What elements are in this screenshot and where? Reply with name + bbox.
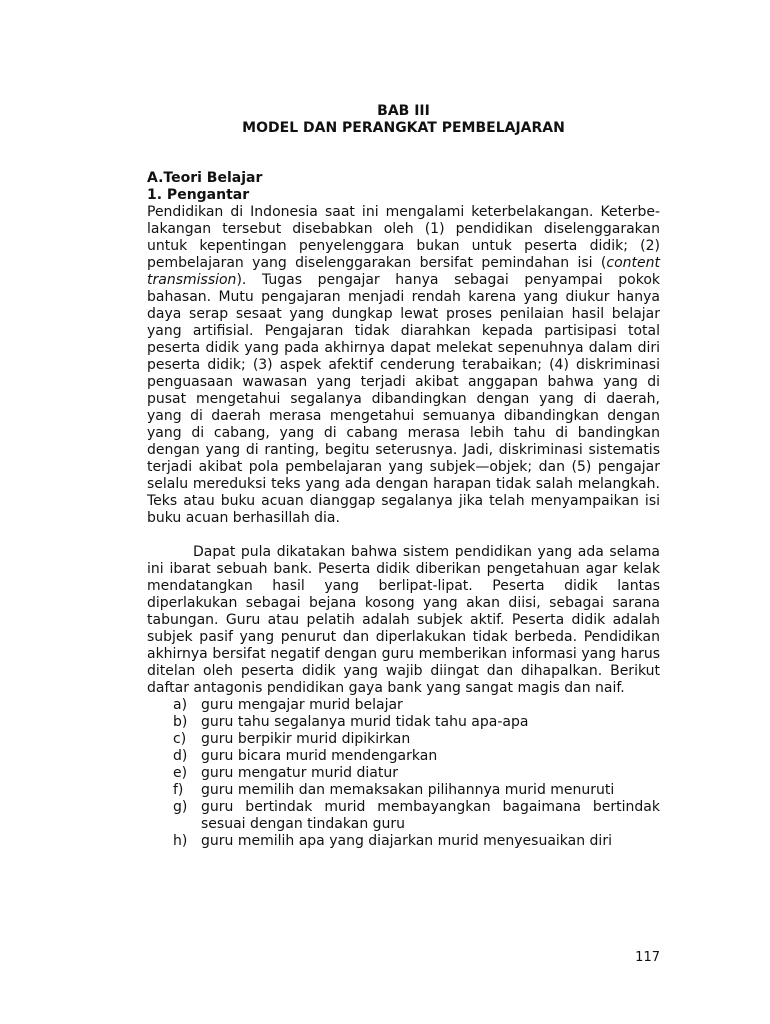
section-heading: A.Teori Belajar <box>147 170 263 186</box>
list-item-marker: b) <box>173 714 188 730</box>
chapter-header <box>147 103 660 137</box>
paragraph-intro-italic-term: content transmission <box>147 255 660 288</box>
list-item-text: guru memilih apa yang diajarkan murid menyesuaikan diri <box>201 833 612 849</box>
list-item <box>173 799 660 833</box>
chapter-title: MODEL DAN PERANGKAT PEMBELAJARAN <box>242 120 565 136</box>
list-item <box>173 748 660 765</box>
chapter-number: BAB III <box>377 103 430 119</box>
list-item-marker: e) <box>173 765 188 781</box>
list-item <box>173 697 660 714</box>
paragraph-intro <box>147 204 660 527</box>
document-body <box>147 170 660 850</box>
paragraph-intro-text-1: Pendidikan di Indonesia saat ini mengalami keterbelakangan. Keterbe-lakangan tersebut disebabkan oleh (1) pendidikan diselenggarakan untuk kepentingan penyelenggara bukan untuk peserta didik; (2) pembelajaran yang diselenggarakan bersifat pemindahan isi ( <box>147 204 660 271</box>
list-item-text: guru mengajar murid belajar <box>201 697 403 713</box>
list-item <box>173 731 660 748</box>
list-item-marker: f) <box>173 782 184 798</box>
list-item-text: guru berpikir murid dipikirkan <box>201 731 411 747</box>
antagonism-list <box>147 697 660 850</box>
page-number: 117 <box>635 950 660 965</box>
list-item-text: guru tahu segalanya murid tidak tahu apa-apa <box>201 714 529 730</box>
list-item <box>173 833 660 850</box>
list-item <box>173 765 660 782</box>
list-item-marker: h) <box>173 833 188 849</box>
paragraph-intro-text-2: ). Tugas pengajar hanya sebagai penyampai pokok bahasan. Mutu pengajaran menjadi rendah karena yang diukur hanya daya serap sesaat yang dungkap lewat proses penilaian hasil belajar yang artifisial. Pengajaran tidak diarahkan kepada partisipasi total peserta didik yang pada akhirnya dapat melekat sepenuhnya dalam diri peserta didik; (3) aspek afektif cenderung terabaikan; (4) diskriminasi penguasaan wawasan yang terjadi akibat anggapan bahwa yang di pusat mengetahui segalanya dibandingkan dengan yang di daerah, yang di daerah merasa mengetahui semuanya dibandingkan dengan yang di cabang, yang di cabang merasa lebih tahu di bandingkan dengan yang di ranting, begitu seterusnya. Jadi, diskriminasi sistematis terjadi akibat pola pembelajaran yang subjek—objek; dan (5) pengajar selalu mereduksi teks yang ada dengan harapan tidak salah melangkah. Teks atau buku acuan dianggap segalanya jika telah menyampaikan isi buku acuan berhasillah dia. <box>147 272 660 526</box>
list-item-text: guru mengatur murid diatur <box>201 765 398 781</box>
list-item-text: guru bicara murid mendengarkan <box>201 748 438 764</box>
list-item-text: guru memilih dan memaksakan pilihannya murid menuruti <box>201 782 615 798</box>
list-item <box>173 714 660 731</box>
list-item <box>173 782 660 799</box>
list-item-marker: a) <box>173 697 188 713</box>
subsection-heading: 1. Pengantar <box>147 187 250 203</box>
list-item-text: guru bertindak murid membayangkan bagaimana bertindak sesuai dengan tindakan guru <box>201 799 660 832</box>
list-item-marker: d) <box>173 748 188 764</box>
paragraph-bank-education: Dapat pula dikatakan bahwa sistem pendidikan yang ada selama ini ibarat sebuah bank. Peserta didik diberikan pengetahuan agar kelak mendatangkan hasil yang berlipat-lipat. Peserta didik lantas diperlakukan sebagai bejana kosong yang akan diisi, sebagai sarana tabungan. Guru atau pelatih adalah subjek aktif. Peserta didik adalah subjek pasif yang penurut dan diperlakukan tidak berbeda. Pendidikan akhirnya bersifat negatif dengan guru memberikan informasi yang harus ditelan oleh peserta didik yang wajib diingat dan dihapalkan. Berikut daftar antagonis pendidikan gaya bank yang sangat magis dan naif. <box>147 544 660 696</box>
list-item-marker: g) <box>173 799 188 815</box>
list-item-marker: c) <box>173 731 187 747</box>
